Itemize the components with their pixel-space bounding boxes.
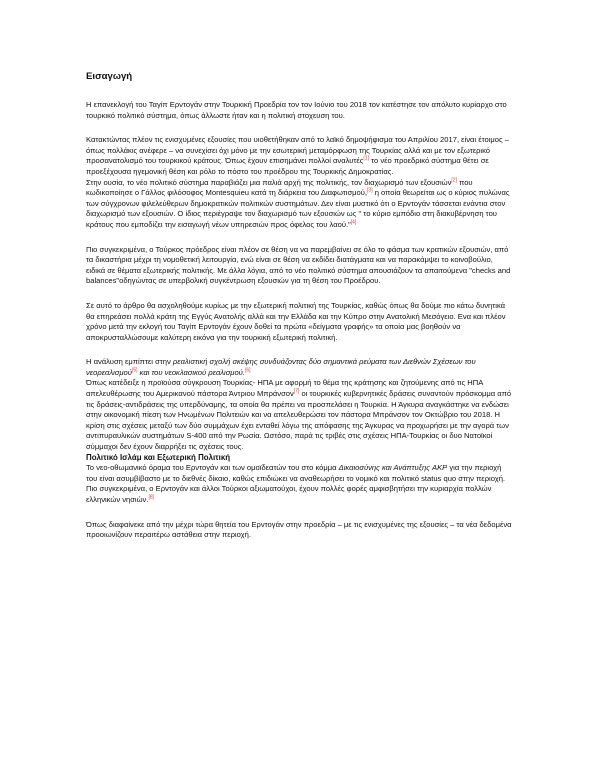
paragraph-7: Όπως διαφαίνεκε από την μέχρι τώρα θητεία του Ερντογάν στην προεδρία – με τις ενισχυμένες της εξουσίες – τα νέα δεδομένα προοιωνίζουν περαιτέρω αστάθεια στην περιοχή. xyxy=(86,519,512,540)
footnote-ref-4[interactable]: [4] xyxy=(350,219,357,226)
footnote-ref-3[interactable]: [3] xyxy=(367,187,373,194)
paragraph-5-text-e: οι τουρκικές κυβερνητικές δράσεις συναντούν πρόσκομμα από τις δράσεις-αντιδράσεις της υπερδύναμης, τα οποία θα πρέπει να προσπελάσει η Τουρκία. Η Άγκυρα αναγκάστηκε να ενδώσει στην οικονομική πίεση των Ηνωμένων Πολιτειών και να απελευθερώσει τον πάστορα Μπράνσον τον Οκτώβριο του 2018. Η κρίση στις σχέσεις μεταξύ των δύο συμμάχων έχει ενταθεί λόγω της απόφασης της Άγκυρας να προχωρήσει με την αγορά των αντιπυραυλικών συστημάτων S-400 από την Ρωσία. Ωστόσο, παρά τις τριβές στις σχέσεις ΗΠΑ-Τουρκίας οι δυο Νατοϊκοί σύμμαχοι δεν έχουν διαρρήξει τις σχέσεις τους. xyxy=(86,389,512,452)
paragraph-2-text-a: Κατακτώντας πλέον τις ενισχυμένες εξουσίες που υιοθετήθηκαν από το λαϊκό δημοψήφισμα του Απριλίου 2017, είναι έτοιμος – όπως πολλάκις ανέφερε – να συνεχίσει όχι μόνο με την εσωτερική μεταμόρφωση της Τουρκίας αλλά και με τον εξωτερικό προσανατολισμό του τουρκικού κράτους. Όπως έχουν επισημάνει πολλοί αναλυτές xyxy=(86,135,510,166)
paragraph-5 xyxy=(86,357,514,452)
paragraph-5-text-a: Η ανάλυση εμπίπτει στην xyxy=(86,357,173,367)
paragraph-6 xyxy=(86,463,514,505)
paragraph-6-text-c: για την περιοχή του είναι ασυμβίβαστο με το διεθνές δίκαιο, καθώς επιδιώκει να αναθεωρήσει το νομικό και πολιτικό status quo στην περιοχή. Πιο συγκεκριμένα, ο Ερντογάν και άλλοι Τούρκοι αξιωματούχοι, έχουν πολλές φορές αμφισβητήσει την κυριαρχία πολλών ελληνικών νησιών. xyxy=(86,463,506,504)
paragraph-1: Η επανεκλογή του Ταγίπ Ερντογάν στην Τουρκική Προεδρία τον τον Ιούνιο του 2018 τον κατέστησε τον απόλυτο κυρίαρχο στο τουρκικό πολιτικό σύστημα, όπως άλλωστε ήταν και η πολιτική στοχευση του. xyxy=(86,100,507,120)
section-heading-introduction: Εισαγωγή xyxy=(86,71,133,82)
footnote-ref-7[interactable]: [7] xyxy=(293,388,300,395)
paragraph-6-italic-text: Δικαιοσύνης και Ανάπτυξης AKP xyxy=(338,463,448,473)
paragraph-5-italic-text: ρεαλιστική σχολή σκέψης συνδυάζοντας δύο σημαντικά ρεύματα των Διεθνών Σχέσεων του νεορεαλισμού xyxy=(86,357,476,377)
footnote-ref-2[interactable]: [2] xyxy=(451,177,457,184)
paragraph-3: Πιο συγκεκριμένα, ο Τούρκος πρόεδρος είναι πλέον σε θέση να να παρεμβαίνει σε όλο το φάσμα των κρατικών εξουσιών, από τα δικαστήρια μέχρι τη νομοθετική λειτουργία, ενώ είναι σε θέση να εκδίδει διατάγματα και να παρακάμψει το κοινοβούλιο, ειδικά σε θέματα εξωτερικής πολιτικής. Με άλλα λόγια, από το νέο πολιτικό σύστημα απουσιάζουν τα απαιτούμενα "checks and balances"οδηγώντας σε υπερβολική συγκέντρωση εξουσιών για τη θέση του Προέδρου. xyxy=(86,244,511,286)
paragraph-6-text-a: Το νεο-οθωμανικό όραμα του Ερντογάν και των ομοϊδεατών του στο κόμμα xyxy=(86,463,339,473)
paragraph-5-italic-text-2: και του νεοκλασικού ρεαλισμού. xyxy=(137,367,245,377)
paragraph-2-text-b: το νέο προεδρικό σύστημα θέτει σε προεξέχουσα ηγεμονική θέση και ρόλο το πόστο του προέδρου της Τουρκικής Δημοκρατίας. xyxy=(86,156,489,176)
paragraph-4: Σε αυτό το άρθρο θα ασχοληθούμε κυρίως με την εξωτερική πολιτική της Τουρκίας, καθώς όπως θα δούμε πιο κάτω δυνητικά θα επηρεάσει πολλά κράτη της Εγγύς Ανατολής αλλά και την Ελλάδα και την Κύπρο στην Ανατολική Μεσόγειο. Ενα και πλέον χρόνο μετά την εκλογή του Ταγίπ Ερντογάν έχουν δοθεί τα πρώτα «δείγματα γραφής» τα οποία μας βοηθούν να αποκρυσταλλώσουμε καλύτερη εικόνα για την τουρκική εξωτερική πολιτική. xyxy=(86,300,506,342)
footnote-ref-6[interactable]: [6] xyxy=(244,367,251,374)
subheading-political-islam: Πολιτικό Ισλάμ και Εξωτερική Πολιτική xyxy=(86,452,231,462)
paragraph-2-text-c: Στην ουσία, το νέο πολιτικό σύστημα παραβιάζει μια παλιά αρχή της πολιτικής, τον διαχωρισμό των εξουσιών xyxy=(86,177,452,187)
paragraph-5-text-d: Όπως κατέδειξε η προϊούσα σύγκρουση Τουρκίας- ΗΠΑ με αφορμή το θέμα της κράτησης και ζητούμενης από τις ΗΠΑ απελευθέρωσης του Αμερικανού πάστορα Άντριου Μπράνσον xyxy=(86,378,483,399)
paragraph-2-text-d: που κωδικοποίησε ο Γάλλος φιλόσοφος Montesquieu κατά τη διάρκεια του Διαφωτισμού, xyxy=(86,177,473,198)
footnote-ref-5[interactable]: [5] xyxy=(131,367,138,374)
paragraph-2 xyxy=(86,135,514,230)
paragraph-2-text-e: η οποία θεωρείται ως ο κύριος πυλώνας των σύγχρονων φιλελεύθερων δημοκρατικών πολιτικών συστημάτων. Δεν είναι μυστικό ότι ο Ερντογάν τάσσεται ενάντια στον διαχωρισμό των εξουσιών. Ο ίδιος περιέγραψε τον διαχωρισμό των εξουσιών ως " το κύριο εμπόδιο στη διακυβέρνηση του κράτους που εμποδίζει την εισαγωγή νέων υπηρεσιών προς όφελος του λαού." xyxy=(86,188,510,229)
footnote-ref-8[interactable]: [8] xyxy=(148,494,155,501)
footnote-ref-1[interactable]: [1] xyxy=(363,155,369,162)
